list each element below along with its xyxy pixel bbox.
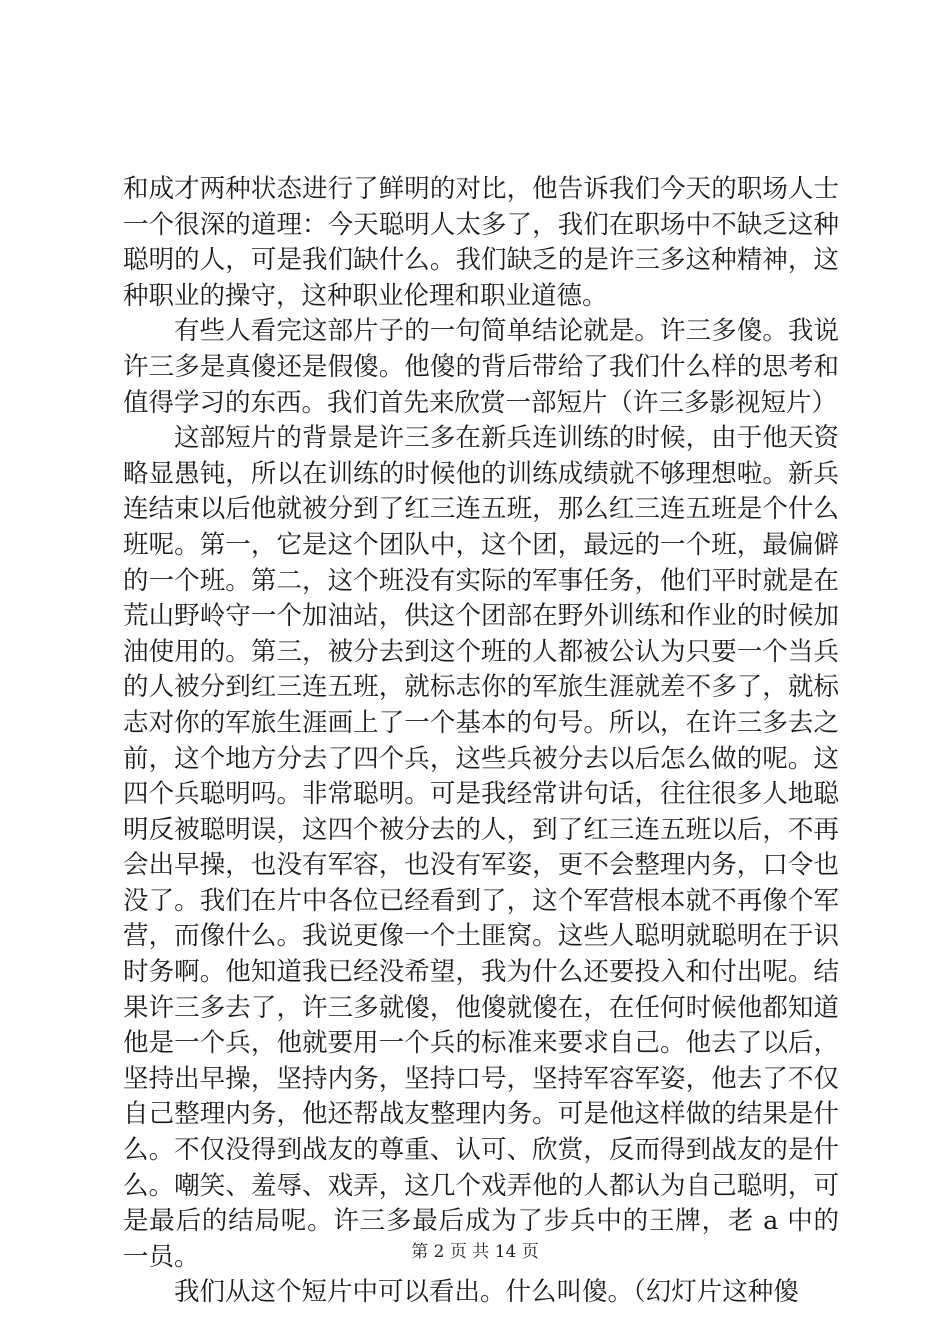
paragraph-2: 有些人看完这部片子的一句简单结论就是。许三多傻。我说许三多是真傻还是假傻。他傻的背后带给了我们什么样的思考和值得学习的东西。我们首先来欣赏一部短片（许三多影视短片） bbox=[123, 316, 839, 418]
paragraph-3: 这部短片的背景是许三多在新兵连训练的时候，由于他天资略显愚钝，所以在训练的时候他的训练成绩就不够理想啦。新兵连结束以后他就被分到了红三连五班，那么红三连五班是个什么班呢。第一，它是这个团队中，这个团，最远的一个班，最偏僻的一个班。第二，这个班没有实际的军事任务，他们平时就是在荒山野岭守一个加油站，供这个团部在野外训练和作业的时候加油使用的。第三，被分去到这个班的人都被公认为只要一个当兵的人被分到红三连五班，就标志你的军旅生涯就差不多了，就标志对你的军旅生涯画上了一个基本的句号。所以，在许三多去之前，这个地方分去了四个兵，这些兵被分去以后怎么做的呢。这四个兵聪明吗。非常聪明。可是我经常讲句话，往往很多人地聪明反被聪明误，这四个被分去的人，到了红三连五班以后，不再会出早操，也没有军容，也没有军姿，更不会整理内务，口令也没了。我们在片中各位已经看到了，这个军营根本就不再像个军营，而像什么。我说更像一个土匪窝。这些人聪明就聪明在于识时务啊。他知道我已经没希望，我为什么还要投入和付出呢。结果许三多去了，许三多就傻，他傻就傻在，在任何时候他都知道他是一个兵，他就要用一个兵的标准来要求自己。他去了以后，坚持出早操，坚持内务，坚持口号，坚持军容军姿，他去了不仅自己整理内务，他还帮战友整理内务。可是他这样做的结果是什么。不仅没得到战友的尊重、认可、欣赏，反而得到战友的是什么。嘲笑、羞辱、戏弄，这几个戏弄他的人都认为自己聪明，可是最后的结局呢。许三多最后成为了步兵中的王牌，老 a 中的一员。 bbox=[123, 423, 839, 1272]
paragraph-1: 和成才两种状态进行了鲜明的对比，他告诉我们今天的职场人士一个很深的道理：今天聪明人太多了，我们在职场中不缺乏这种聪明的人，可是我们缺什么。我们缺乏的是许三多这种精神，这种职业的操守，这种职业伦理和职业道德。 bbox=[123, 174, 839, 311]
page-footer bbox=[0, 1240, 950, 1264]
body-text bbox=[123, 172, 839, 1311]
page-number: 第 2 页 共 14 页 bbox=[411, 1242, 539, 1262]
paragraph-4: 我们从这个短片中可以看出。什么叫傻。（幻灯片这种傻 bbox=[174, 1277, 799, 1308]
